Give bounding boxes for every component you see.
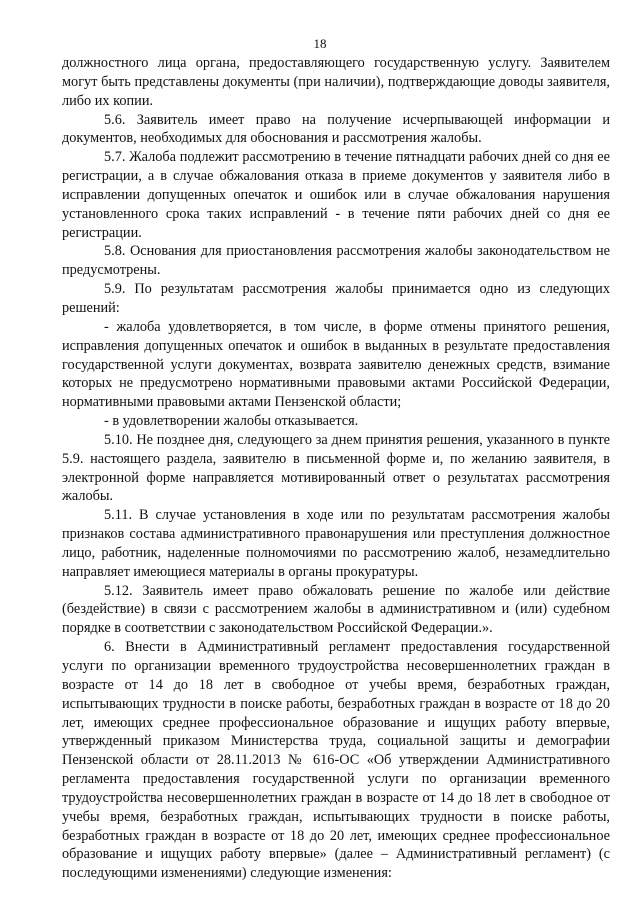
paragraph-5-9-option-refused: - в удовлетворении жалобы отказывается. xyxy=(104,413,359,430)
paragraph-5-10: 5.10. Не позднее дня, следующего за днем принятия решения, указанного в пункте 5.9. настоящего раздела, заявителю в письменной форме и, по желанию заявителя, в электронной форме направляется мотивированный ответ о результатах рассмотрения жалобы. xyxy=(62,431,610,505)
document-body xyxy=(62,54,610,883)
page-number: 18 xyxy=(313,36,327,51)
paragraph-continuation: должностного лица органа, предоставляющего государственную услугу. Заявителем могут быть представлены документы (при наличии), подтверждающие доводы заявителя, либо их копии. xyxy=(62,55,610,109)
paragraph-5-6: 5.6. Заявитель имеет право на получение исчерпывающей информации и документов, необходимых для обоснования и рассмотрения жалобы. xyxy=(62,111,610,147)
paragraph-5-9: 5.9. По результатам рассмотрения жалобы принимается одно из следующих решений: xyxy=(62,281,610,316)
paragraph-5-11: 5.11. В случае установления в ходе или по результатам рассмотрения жалобы признаков состава административного правонарушения или преступления должностное лицо, работник, наделенные полномочиями по рассмотрению жалоб, незамедлительно направляет имеющиеся материалы в органы прокуратуры. xyxy=(62,507,610,580)
paragraph-5-8: 5.8. Основания для приостановления рассмотрения жалобы законодательством не предусмотрены. xyxy=(62,243,610,279)
paragraph-5-9-option-satisfied: - жалоба удовлетворяется, в том числе, в форме отмены принятого решения, исправления допущенных опечаток и ошибок в выданных в результате предоставления государственной услуги документах, возврата заявителю денежных средств, взимание которых не предусмотрено нормативными правовыми актами Российской Федерации, нормативными правовыми актами Пензенской области; xyxy=(62,318,610,411)
paragraph-5-7: 5.7. Жалоба подлежит рассмотрению в течение пятнадцати рабочих дней со дня ее регистрации, а в случае обжалования отказа в приеме документов у заявителя либо в исправлении допущенных опечаток и ошибок или в случае обжалования нарушения установленного срока таких исправлений - в течение пяти рабочих дней со дня ее регистрации. xyxy=(62,149,610,241)
paragraph-6: 6. Внести в Административный регламент предоставления государственной услуги по организации временного трудоустройства несовершеннолетних граждан в возрасте от 14 до 18 лет в свободное от учебы время, безработных граждан, испытывающих трудности в поиске работы, безработных граждан в возрасте от 18 до 20 лет, имеющих среднее профессиональное образование и ищущих работу впервые, утвержденный приказом Министерства труда, социальной защиты и демографии Пензенской области от 28.11.2013 № 616-ОС «Об утверждении Административного регламента предоставления государственной услуги по организации временного трудоустройства несовершеннолетних граждан в возрасте от 14 до 18 лет в свободное от учебы время, безработных граждан, испытывающих трудности в поиске работы, безработных граждан в возрасте от 18 до 20 лет, имеющих среднее профессиональное образование и ищущих работу впервые» (далее – Административный регламент) (с последующими изменениями) следующие изменения: xyxy=(62,639,610,882)
paragraph-5-12: 5.12. Заявитель имеет право обжаловать решение по жалобе или действие (бездействие) в связи с рассмотрением жалобы в административном и (или) судебном порядке в соответствии с законодательством Российской Федерации.». xyxy=(62,582,610,637)
